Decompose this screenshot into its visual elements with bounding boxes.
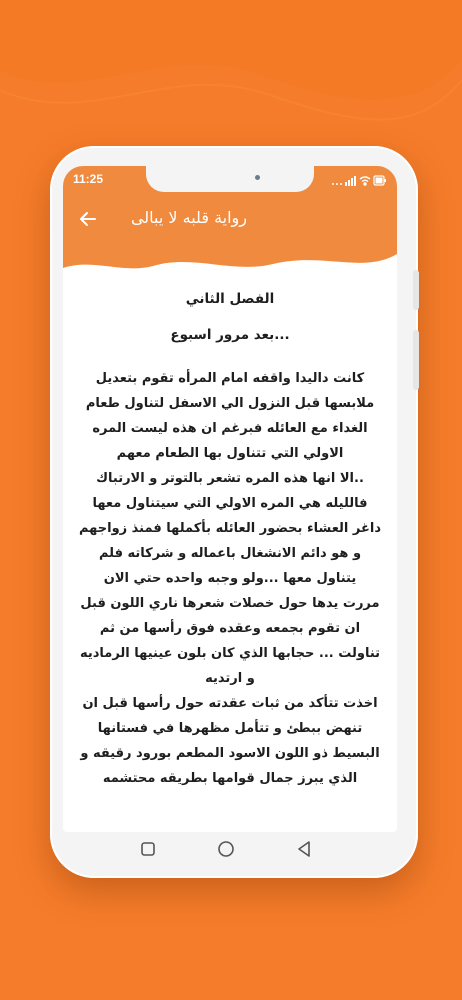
status-icons bbox=[331, 174, 387, 186]
camera-dot bbox=[255, 175, 260, 180]
wifi-icon bbox=[360, 177, 370, 185]
paragraph: ..الا انها هذه المره تشعر بالتوتر و الارتباك bbox=[96, 471, 364, 486]
paragraph: مررت يدها حول خصلات شعرها ناري اللون قبل ان تقوم بجمعه وعقده فوق رأسها من ثم تناولت ... حجابها الذي كان بلون عينيها الرماديه و ارتديه bbox=[79, 596, 381, 686]
arrow-left-icon[interactable] bbox=[77, 208, 99, 230]
paragraph: اخذت تتأكد من ثبات عقدته حول رأسها قبل ان تنهض ببطئ و تتأمل مظهرها في فستانها البسيط ذو اللون الاسود المطعم بورود رقيقه و الذي يبرز جمال قوامها بطريقه محتشمه bbox=[80, 696, 380, 786]
chapter-title: الفصل الثاني bbox=[185, 291, 275, 307]
battery-icon bbox=[374, 176, 386, 185]
circle-icon[interactable] bbox=[215, 838, 237, 860]
phone-volume-button bbox=[413, 330, 419, 390]
signal-icon bbox=[345, 176, 356, 186]
chapter-subtitle: ...بعد مرور اسبوع bbox=[170, 327, 290, 343]
notch bbox=[146, 166, 314, 192]
status-time: 11:25 bbox=[73, 172, 104, 186]
triangle-back-icon[interactable] bbox=[293, 838, 315, 860]
phone-screen bbox=[63, 166, 397, 832]
paragraph: فالليله هي المره الاولي التي سيتناول معها داغر العشاء بحضور العائله بأكملها فمنذ زواجهم و هو دائم الانشغال باعماله و شركاته فلم يتناول معها ...ولو وجبه واحده حتي الان bbox=[78, 496, 382, 586]
app-bar-wave bbox=[63, 246, 397, 276]
app-title: رواية قلبه لا يبالى bbox=[130, 208, 247, 227]
dots-icon bbox=[332, 183, 342, 185]
story-content[interactable] bbox=[77, 286, 383, 826]
paragraph: كانت داليدا واقفه امام المرأه تقوم بتعديل ملابسها قبل النزول الي الاسفل لتناول طعام الغداء مع العائله فبرغم ان هذه ليست المره الاولي التي تتناول بها الطعام معهم bbox=[85, 371, 375, 461]
navigation-bar bbox=[63, 832, 397, 866]
square-icon[interactable] bbox=[137, 838, 159, 860]
phone-side-button bbox=[413, 270, 419, 310]
